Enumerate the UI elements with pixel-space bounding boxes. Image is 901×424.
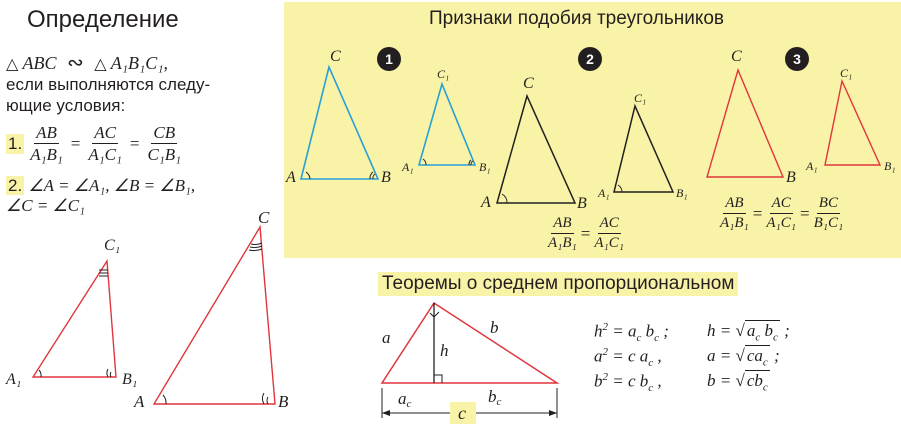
- formula-text: cb: [746, 371, 763, 390]
- formula-text: c: [654, 332, 660, 345]
- vertex-label: B: [786, 169, 796, 186]
- triangle-icon: △: [6, 54, 19, 73]
- equals-sign: =: [752, 203, 763, 223]
- vertex-label: A₁: [402, 160, 414, 174]
- formula-text: a =: [707, 346, 736, 365]
- numerator: AC: [770, 196, 793, 214]
- sqrt-icon: √: [735, 371, 745, 390]
- formula-text: c: [755, 331, 761, 344]
- angle-mark: [423, 159, 426, 165]
- vertex-label: B₁: [884, 159, 896, 173]
- angle-mark: [107, 369, 108, 377]
- denominator: C₁B₁: [147, 145, 182, 164]
- triangle-abc: ABC: [22, 53, 57, 73]
- angle-mark: [618, 185, 622, 192]
- formula-text: 2: [602, 321, 608, 333]
- numerator: AB: [36, 123, 57, 142]
- vertex-label: C₁: [104, 237, 121, 254]
- formula-text: c: [648, 382, 654, 395]
- vertex-label: B: [577, 195, 587, 212]
- equals-sign: =: [580, 223, 591, 243]
- denominator: A₁C₁: [88, 145, 122, 164]
- vertex-label: C: [258, 208, 270, 227]
- badge-2: 2: [578, 47, 602, 71]
- vertex-label: A₁: [806, 159, 818, 173]
- angle-mark: [251, 243, 262, 245]
- segment-label: bc: [488, 387, 502, 408]
- vertex-label: A: [134, 392, 145, 411]
- vertex-label: B₁: [676, 186, 688, 200]
- equals-sign: =: [129, 133, 140, 153]
- formula-text: = c b: [608, 371, 649, 391]
- formula-text: a: [746, 321, 756, 340]
- formula-text: a: [594, 346, 603, 366]
- hypotenuse-label: c: [458, 403, 466, 423]
- equals-sign: =: [70, 133, 81, 153]
- criterion-1-small-triangle: [401, 67, 491, 174]
- triangle-a1b1c1: A₁B₁C₁,: [110, 53, 169, 73]
- angle-mark: [306, 172, 310, 179]
- vertex-label: A₁: [598, 186, 610, 200]
- numerator: CB: [153, 123, 176, 142]
- criterion-1-large-triangle: [285, 48, 391, 186]
- condition-number: 1.: [8, 133, 23, 153]
- side-label: b: [490, 318, 499, 337]
- numerator: AB: [723, 196, 745, 214]
- formula-text: ;: [779, 321, 790, 340]
- denominator: A₁C₁: [594, 235, 624, 251]
- formula-text: c: [636, 332, 642, 345]
- formula-text: ,: [653, 371, 662, 391]
- numerator: BC: [817, 196, 840, 214]
- angle-mark: [263, 393, 264, 404]
- criterion-2-large-triangle: [480, 75, 587, 212]
- triangle-shape: [497, 96, 575, 203]
- formula-text: b: [594, 371, 603, 391]
- formula-text: b =: [707, 371, 736, 390]
- numerator: AB: [551, 216, 573, 234]
- triangle-shape: [707, 70, 783, 177]
- vertex-label: A₁: [6, 371, 22, 388]
- formula-text: c: [762, 381, 768, 394]
- triangle-shape: [382, 303, 557, 383]
- vertex-label: C₁: [634, 91, 647, 105]
- formula-text: h: [594, 321, 603, 341]
- vertex-label: C: [731, 48, 742, 65]
- def-small-triangle: [5, 237, 137, 388]
- definition-line: ющие условия:: [6, 96, 126, 115]
- angle-equalities: ∠A = ∠A₁, ∠B = ∠B₁,: [28, 176, 196, 195]
- equals-sign: =: [799, 203, 810, 223]
- formula-text: 2: [602, 371, 608, 383]
- triangle-shape: [614, 106, 673, 192]
- segment-label: ac: [398, 389, 412, 410]
- triangle-shape: [301, 67, 378, 179]
- similar-icon: ∾: [67, 50, 84, 74]
- vertex-label: A: [286, 169, 296, 186]
- denominator: A₁B₁: [548, 235, 577, 251]
- formula-text: h =: [707, 321, 736, 340]
- formula-text: ;: [769, 346, 780, 365]
- vertex-label: B: [278, 392, 289, 411]
- angle-mark: [163, 395, 166, 404]
- vertex-label: C₁: [840, 66, 853, 80]
- vertex-label: B: [381, 169, 391, 186]
- angle-mark: [250, 246, 262, 248]
- formula-text: = a: [608, 321, 637, 341]
- vertex-label: A: [481, 194, 491, 211]
- triangle-shape: [33, 261, 116, 377]
- formula-text: c: [772, 331, 778, 344]
- vertex-label: C₁: [437, 67, 450, 81]
- formula-text: ;: [659, 321, 669, 341]
- triangle-shape: [825, 81, 880, 165]
- definition-line: если выполняются следу-: [6, 75, 211, 94]
- angle-equalities: ∠C = ∠C₁: [6, 196, 86, 215]
- condition-number: 2.: [8, 176, 23, 195]
- vertex-label: C: [330, 48, 341, 65]
- side-label: a: [382, 328, 391, 347]
- formula-text: 2: [602, 346, 608, 358]
- sqrt-icon: √: [735, 321, 745, 340]
- triangle-shape: [154, 227, 275, 404]
- formula-text: ca: [746, 346, 763, 365]
- numerator: AC: [598, 216, 621, 234]
- numerator: AC: [94, 123, 117, 142]
- angle-mark: [267, 397, 268, 404]
- criterion-3-small-triangle: [805, 66, 896, 173]
- right-triangle-figure: [382, 303, 557, 424]
- theorems-title: Теоремы о среднем пропорциональном: [378, 272, 738, 296]
- denominator: A₁B₁: [720, 215, 749, 231]
- angle-mark: [110, 372, 111, 377]
- denominator: A₁B₁: [30, 145, 63, 164]
- angle-mark: [249, 249, 262, 251]
- vertex-label: B₁: [479, 160, 491, 174]
- badge-1: 1: [377, 47, 401, 71]
- formula-text: = c a: [608, 346, 649, 366]
- formula-text: c: [762, 356, 768, 369]
- denominator: B₁C₁: [813, 215, 844, 231]
- angle-mark: [39, 370, 41, 377]
- altitude-label: h: [440, 341, 449, 360]
- denominator: A₁C₁: [766, 215, 796, 231]
- criteria-title: Признаки подобия треугольников: [428, 8, 725, 29]
- arrow-left-icon: [382, 410, 390, 416]
- vertex-label: C: [523, 75, 534, 92]
- def-large-triangle: [133, 208, 289, 411]
- triangle-shape: [419, 84, 475, 165]
- formula-text: b: [641, 321, 655, 341]
- criterion-3-large-triangle: [707, 48, 796, 186]
- formula-text: ,: [653, 346, 662, 366]
- right-angle-mark: [434, 375, 442, 383]
- criterion-2-small-triangle: [597, 91, 688, 200]
- formula-text: c: [648, 357, 654, 370]
- angle-mark: [502, 194, 507, 203]
- definition-title: Определение: [27, 6, 179, 33]
- badge-3: 3: [785, 47, 809, 71]
- triangle-icon: △: [94, 54, 107, 73]
- arrow-right-icon: [549, 410, 557, 416]
- vertex-label: B₁: [122, 371, 138, 388]
- formula-text: b: [760, 321, 773, 340]
- sqrt-icon: √: [735, 346, 745, 365]
